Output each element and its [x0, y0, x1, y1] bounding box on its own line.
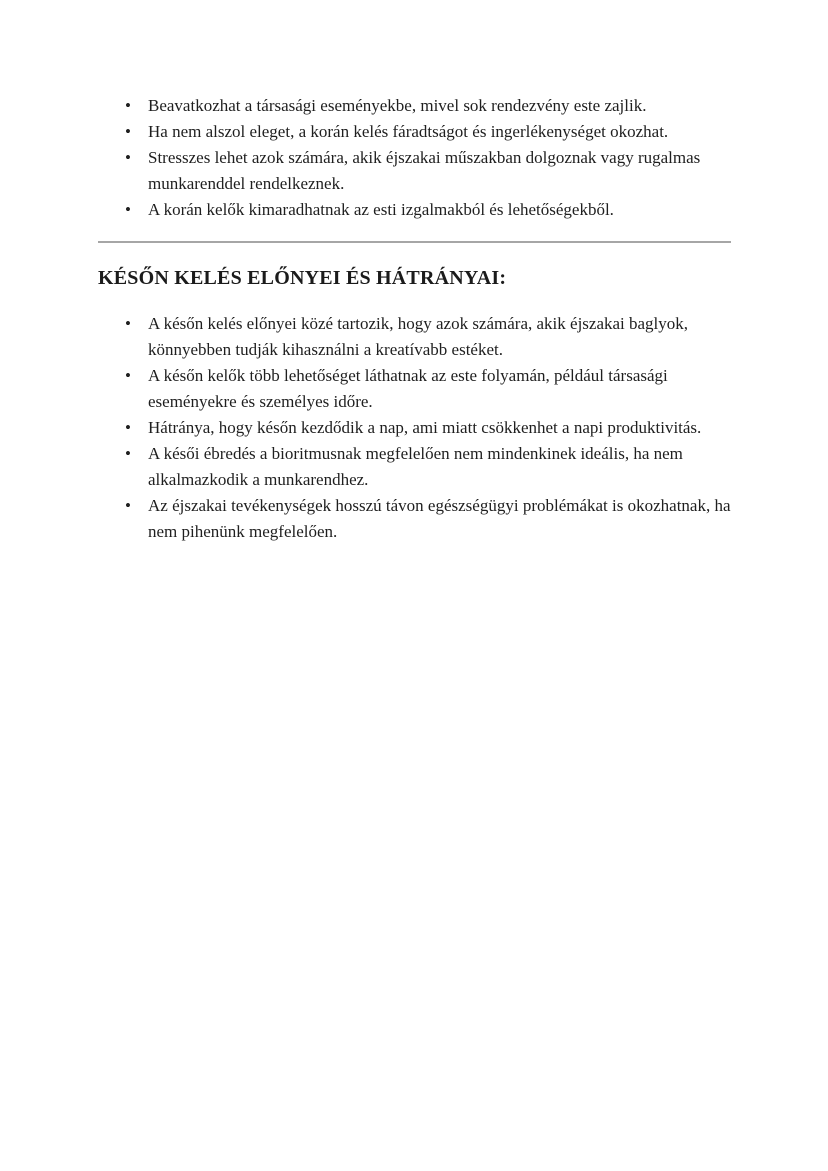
bullet-icon: • — [125, 418, 131, 437]
bullet-text: Hátránya, hogy későn kezdődik a nap, ami miatt csökkenhet a napi produktivitás. — [148, 418, 702, 437]
list-item — [98, 119, 731, 145]
list-item — [98, 493, 731, 545]
late-rising-pros-cons-list — [98, 311, 731, 545]
list-item — [98, 441, 731, 493]
bullet-text: Stresszes lehet azok számára, akik éjszakai műszakban dolgoznak vagy rugalmas munkarenddel rendelkeznek. — [148, 148, 701, 193]
bullet-text: Az éjszakai tevékenységek hosszú távon egészségügyi problémákat is okozhatnak, ha nem pihenünk megfelelően. — [148, 496, 731, 541]
bullet-text: A későn kelők több lehetőséget láthatnak az este folyamán, például társasági eseményekre és személyes időre. — [148, 366, 668, 411]
bullet-icon: • — [125, 366, 131, 385]
list-item — [98, 363, 731, 415]
bullet-icon: • — [125, 122, 131, 141]
bullet-text: Beavatkozhat a társasági eseményekbe, mivel sok rendezvény este zajlik. — [148, 96, 647, 115]
horizontal-rule — [98, 241, 731, 243]
bullet-icon: • — [125, 444, 131, 463]
list-item — [98, 197, 731, 223]
bullet-text: Ha nem alszol eleget, a korán kelés fáradtságot és ingerlékenységet okozhat. — [148, 122, 669, 141]
list-item — [98, 93, 731, 119]
bullet-text: A korán kelők kimaradhatnak az esti izgalmakból és lehetőségekből. — [148, 200, 614, 219]
bullet-text: A késői ébredés a bioritmusnak megfelelően nem mindenkinek ideális, ha nem alkalmazkodik a munkarendhez. — [148, 444, 683, 489]
bullet-icon: • — [125, 96, 131, 115]
bullet-text: A későn kelés előnyei közé tartozik, hogy azok számára, akik éjszakai baglyok, könnyebben tudják kihasználni a kreatívabb estéket. — [148, 314, 689, 359]
section-heading: KÉSŐN KELÉS ELŐNYEI ÉS HÁTRÁNYAI: — [98, 267, 507, 289]
bullet-icon: • — [125, 496, 131, 515]
bullet-icon: • — [125, 200, 131, 219]
early-rising-cons-list — [98, 93, 731, 223]
list-item — [98, 145, 731, 197]
list-item — [98, 415, 731, 441]
document-content — [98, 93, 731, 545]
list-item — [98, 311, 731, 363]
bullet-icon: • — [125, 314, 131, 333]
bullet-icon: • — [125, 148, 131, 167]
